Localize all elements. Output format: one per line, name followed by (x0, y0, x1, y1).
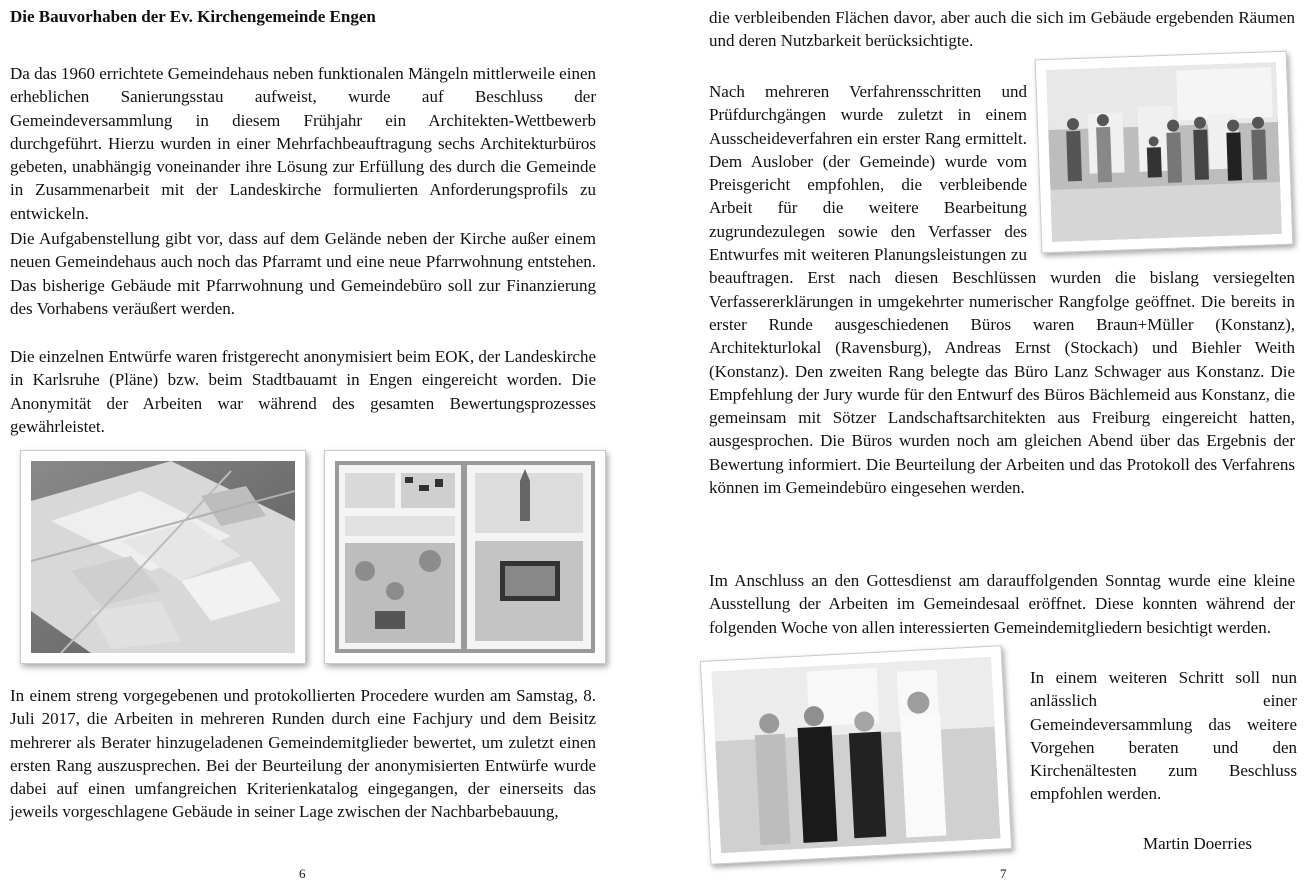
team-image (711, 657, 1000, 853)
wrap-spacer (1027, 80, 1295, 266)
paragraph-1: Da das 1960 errichtete Gemeindehaus neben funktionalen Mängeln mittlerweile einen erheblichen Sanierungsstau aufweist, wurde auf Beschluss der Gemeindeversammlung in diesem Frühjahr ein Architekten-Wettbewerb durchgeführt. Hierzu wurden in einer Mehrfachbeauftragung sechs Architekturbüros gebeten, unabhängig voneinander ihre Lösung zur Erfüllung des durch die Gemeinde in Zusammenarbeit mit der Landeskirche formulierten Anforderungsprofils zu entwickeln. (10, 64, 596, 223)
plans-photo (324, 450, 606, 664)
model-photo (20, 450, 306, 664)
paragraph-7: Im Anschluss an den Gottesdienst am darauffolgenden Sonntag wurde eine kleine Ausstellung der Arbeiten im Gemeindesaal eröffnet. Diese konnten während der folgenden Woche von allen interessierten Gemeindemitgliedern besichtigt werden. (709, 571, 1295, 637)
paragraph-3: Die einzelnen Entwürfe waren fristgerecht anonymisiert beim EOK, der Landeskirche in Karlsruhe (Pläne) bzw. beim Stadtbauamt in Engen eingereicht worden. Die Anonymität der Arbeiten war während des gesamten Bewertungsprozesses gewährleistet. (10, 347, 596, 436)
paragraph-2: Die Aufgabenstellung gibt vor, dass auf dem Gelände neben der Kirche außer einem neuen Gemeindehaus auch noch das Pfarramt und eine neue Pfarrwohnung entstehen. Das bisherige Gebäude mit Pfarrwohnung und Gemeindebüro soll zur Finanzierung des Vorhabens veräußert werden. (10, 229, 596, 318)
author-signature: Martin Doerries (1143, 834, 1253, 853)
model-image (31, 461, 295, 653)
right-page (655, 0, 1310, 893)
paragraph-6: Nach mehreren Verfahrensschritten und Prüfdurchgängen wurde zuletzt in einem Ausscheideverfahren ein erster Rang ermittelt. Dem Auslober (der Gemeinde) wurde vom Preisgericht empfohlen, die verbleibende Arbeit für die weitere Bearbeitung zugrundezulegen sowie den Verfasser des Entwurfes mit weiteren Planungsleistungen zu beauftragen. Erst nach diesen Beschlüssen wurden die bislang versiegelten Verfassererklärungen in umgekehrter numerischer Rangfolge geöffnet. Die bereits in erster Runde ausgeschiedenen Büros waren Braun+Müller (Konstanz), Architekturlokal (Ravensburg), Andreas Ernst (Stockach) und Biehler Weith (Konstanz). Den zweiten Rang belegte das Büro Lanz Schwager aus Konstanz. Die Empfehlung der Jury wurde für den Entwurf des Büros Bächlemeid aus Konstanz, die gemeinsam mit Sötzer Landschaftsarchitekten aus Freiburg eingereicht hatten, ausgesprochen. Die Büros wurden noch am gleichen Abend über das Ergebnis der Bewertung informiert. Die Beurteilung der Arbeiten und das Protokoll des Verfahrens können im Gemeindebüro eingesehen werden. (709, 82, 1295, 498)
article-title: Die Bauvorhaben der Ev. Kirchengemeinde Engen (10, 7, 376, 26)
page-number-left: 6 (299, 866, 306, 881)
paragraph-8: In einem weiteren Schritt soll nun anlässlich einer Gemeindeversammlung das weitere Vorgehen beraten und den Kirchenältesten zum Beschluss empfohlen werden. (1030, 668, 1297, 804)
paragraph-4: In einem streng vorgegebenen und protokollierten Procedere wurden am Samstag, 8. Juli 2017, die Arbeiten in mehreren Runden durch eine Fachjury und dem Beisitz mehrerer als Berater hinzugeladenen Gemeindemitglieder bewertet, um zuletzt einen ersten Rang auszusprechen. Bei der Beurteilung der anonymisierten Entwürfe wurde dabei auf einen umfangreichen Kriterienkatalog eingegangen, der einerseits das jeweils vorgeschlagene Gebäude in seiner Lage zwischen der Nachbarbebauung, (10, 686, 596, 822)
paragraph-5: die verbleibenden Flächen davor, aber auch die sich im Gebäude ergebenden Räumen und deren Nutzbarkeit berücksichtigte. (709, 8, 1295, 51)
plans-image (335, 461, 595, 653)
team-photo (700, 645, 1012, 865)
page-number-right: 7 (1000, 866, 1007, 881)
